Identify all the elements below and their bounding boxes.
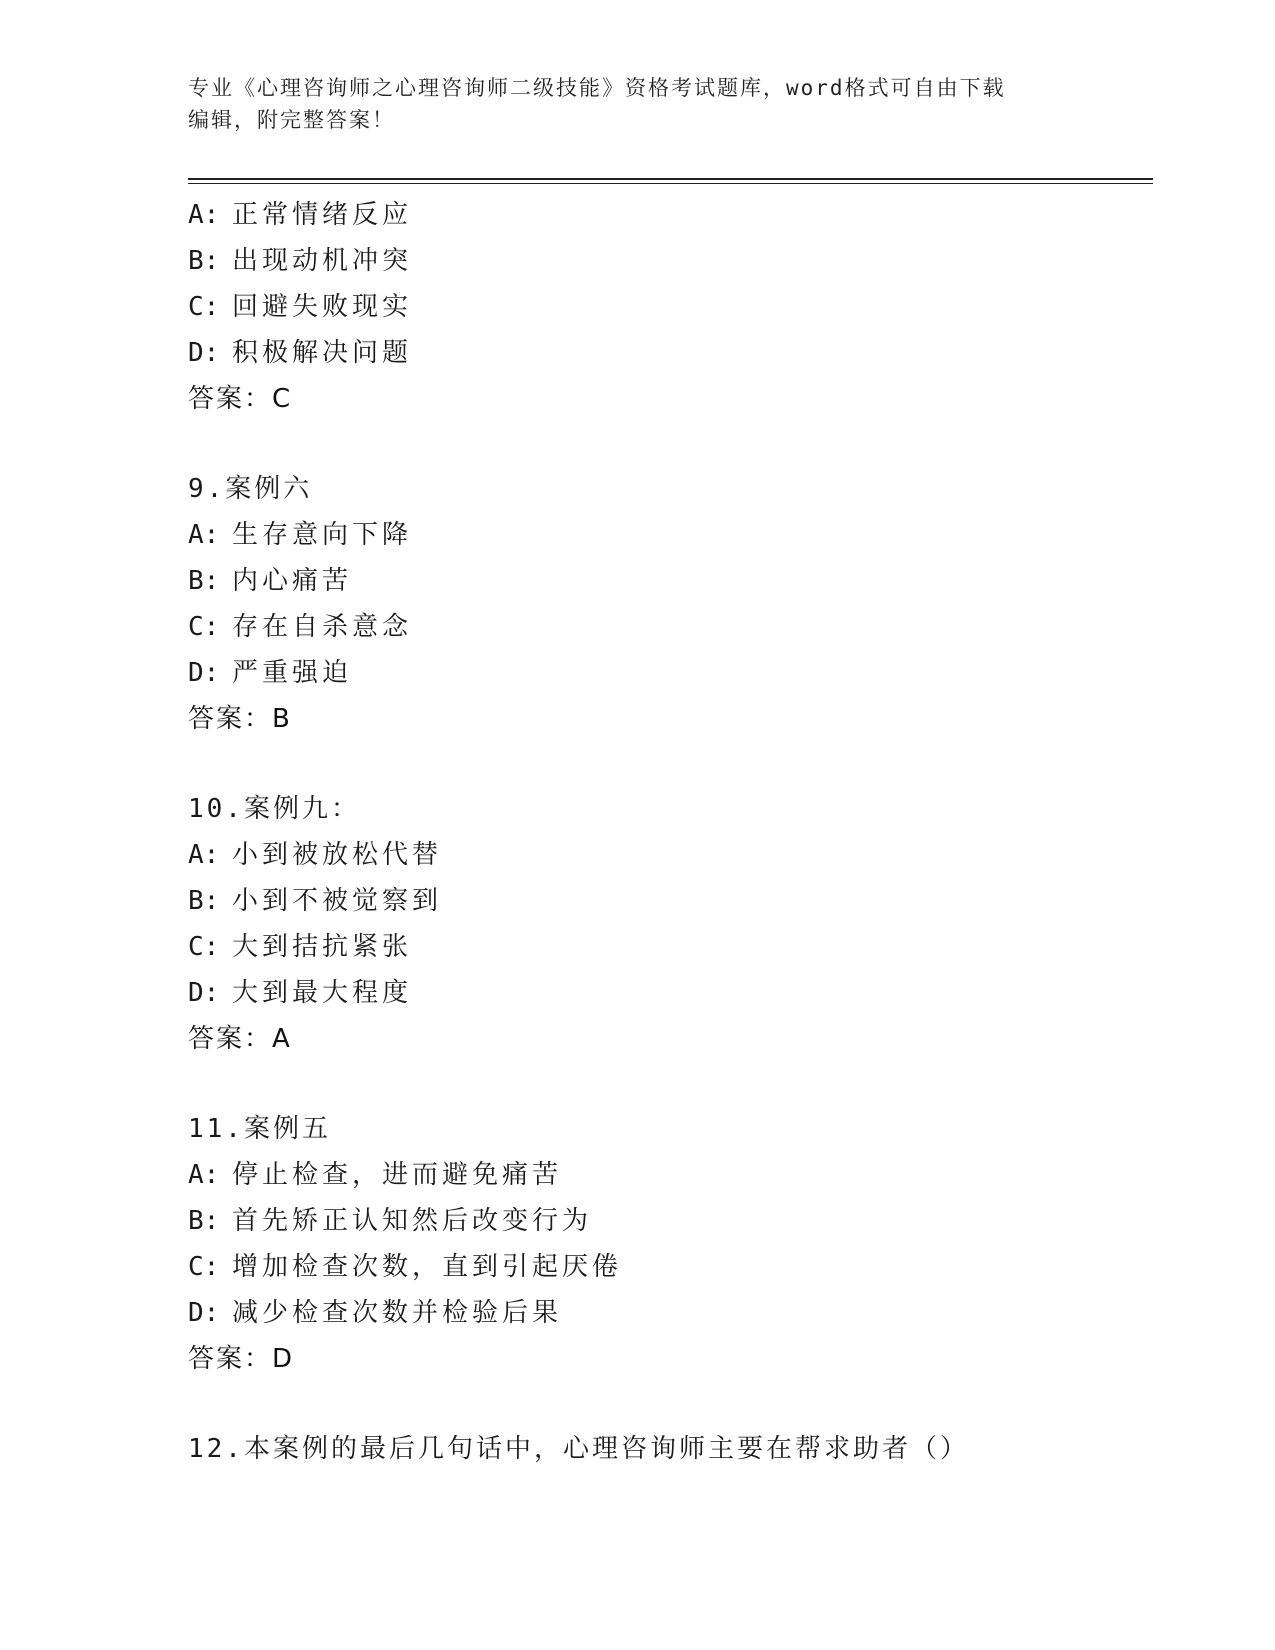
option-text: 回避失败现实 <box>232 292 413 322</box>
question-block-continued <box>188 192 1153 422</box>
option-d <box>188 970 1153 1016</box>
option-letter: B: <box>188 886 220 916</box>
header-line-1: 专业《心理咨询师之心理咨询师二级技能》资格考试题库，word格式可自由下载 <box>188 76 1006 100</box>
question-block-9 <box>188 466 1153 742</box>
option-c <box>188 924 1153 970</box>
option-letter: D: <box>188 658 220 688</box>
document-header <box>188 72 1088 136</box>
option-a <box>188 512 1153 558</box>
option-text: 出现动机冲突 <box>232 246 413 276</box>
option-text: 减少检查次数并检验后果 <box>232 1298 563 1328</box>
option-letter: C: <box>188 1252 220 1282</box>
option-text: 内心痛苦 <box>232 566 353 596</box>
option-letter: C: <box>188 292 220 322</box>
option-letter: B: <box>188 246 220 276</box>
option-letter: A: <box>188 840 220 870</box>
option-text: 严重强迫 <box>232 658 353 688</box>
option-b <box>188 238 1153 284</box>
option-d <box>188 650 1153 696</box>
option-letter: C: <box>188 932 220 962</box>
question-title: 12.本案例的最后几句话中，心理咨询师主要在帮求助者（） <box>188 1434 969 1464</box>
option-letter: D: <box>188 1298 220 1328</box>
answer-line: 答案：D <box>188 1344 295 1374</box>
option-text: 小到被放松代替 <box>232 840 443 870</box>
option-letter: B: <box>188 566 220 596</box>
option-b <box>188 1198 1153 1244</box>
option-letter: A: <box>188 200 220 230</box>
answer-line: 答案：A <box>188 1024 292 1054</box>
question-block-10 <box>188 786 1153 1062</box>
option-letter: C: <box>188 612 220 642</box>
header-line-2: 编辑，附完整答案！ <box>188 108 395 132</box>
question-title: 10.案例九： <box>188 794 360 824</box>
option-text: 首先矫正认知然后改变行为 <box>232 1206 593 1236</box>
option-a <box>188 1152 1153 1198</box>
option-text: 增加检查次数，直到引起厌倦 <box>232 1252 623 1282</box>
option-c <box>188 604 1153 650</box>
option-letter: D: <box>188 338 220 368</box>
option-a <box>188 832 1153 878</box>
option-c <box>188 284 1153 330</box>
option-a <box>188 192 1153 238</box>
option-text: 大到拮抗紧张 <box>232 932 413 962</box>
header-divider-bottom <box>188 183 1153 184</box>
option-b <box>188 558 1153 604</box>
option-text: 积极解决问题 <box>232 338 413 368</box>
option-letter: A: <box>188 1160 220 1190</box>
answer-line: 答案：B <box>188 704 292 734</box>
option-text: 小到不被觉察到 <box>232 886 443 916</box>
header-divider-top <box>188 178 1153 180</box>
option-d <box>188 330 1153 376</box>
option-c <box>188 1244 1153 1290</box>
option-text: 生存意向下降 <box>232 520 413 550</box>
option-text: 正常情绪反应 <box>232 200 413 230</box>
question-block-11 <box>188 1106 1153 1382</box>
option-text: 存在自杀意念 <box>232 612 413 642</box>
question-title: 9.案例六 <box>188 474 313 504</box>
option-letter: A: <box>188 520 220 550</box>
question-title: 11.案例五 <box>188 1114 331 1144</box>
option-letter: B: <box>188 1206 220 1236</box>
question-list <box>188 192 1153 1472</box>
answer-line: 答案：C <box>188 384 293 414</box>
question-block-12 <box>188 1426 1153 1472</box>
option-text: 停止检查，进而避免痛苦 <box>232 1160 563 1190</box>
option-text: 大到最大程度 <box>232 978 413 1008</box>
option-b <box>188 878 1153 924</box>
option-letter: D: <box>188 978 220 1008</box>
option-d <box>188 1290 1153 1336</box>
